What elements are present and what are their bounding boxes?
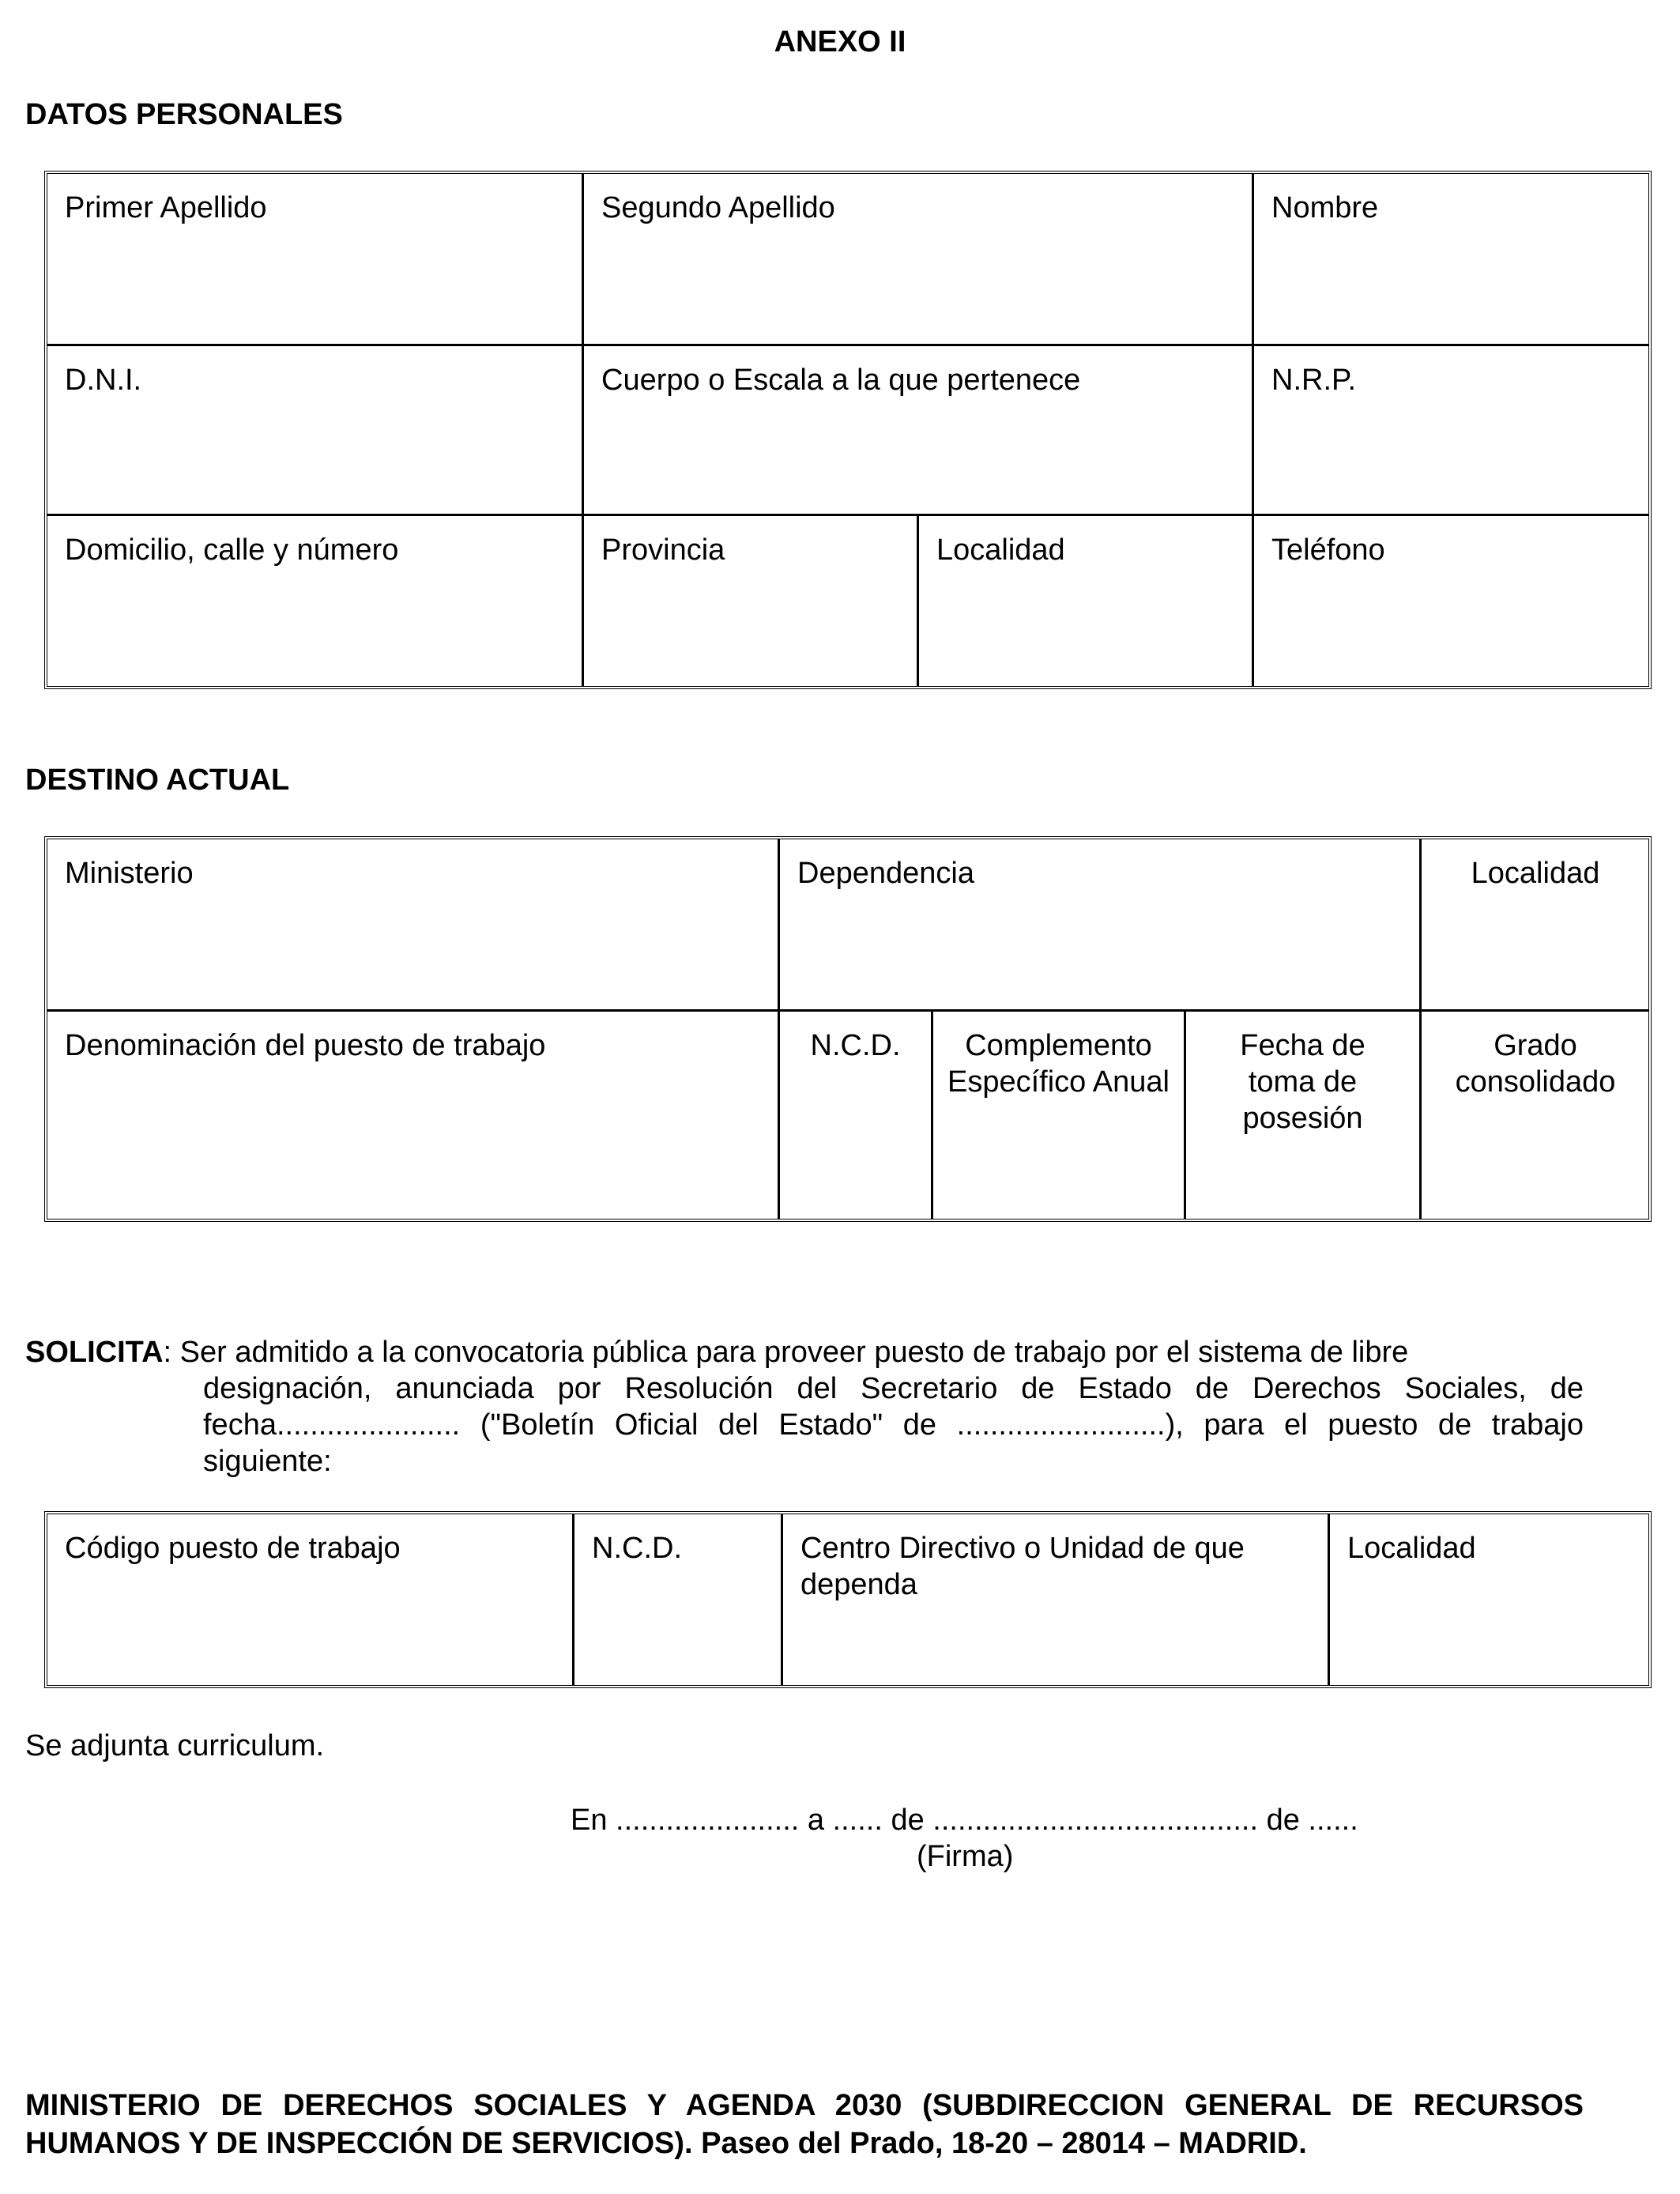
nombre-field[interactable]: Nombre	[1271, 191, 1379, 224]
adjunta-curriculum-text: Se adjunta curriculum.	[25, 1729, 325, 1762]
ncd-puesto-field[interactable]: N.C.D.	[592, 1532, 682, 1565]
provincia-field[interactable]: Provincia	[601, 533, 725, 567]
centro-directivo-field[interactable]: Centro Directivo o Unidad de que dependa	[800, 1532, 1245, 1601]
ministerio-field[interactable]: Ministerio	[65, 857, 194, 890]
grado-consolidado-field[interactable]: Grado consolidado	[1455, 1029, 1616, 1099]
codigo-puesto-field[interactable]: Código puesto de trabajo	[65, 1532, 401, 1565]
solicita-text-first: : Ser admitido a la convocatoria pública para proveer puesto de trabajo por el sistema de libre	[163, 1336, 1409, 1369]
complemento-especifico-field[interactable]: Complemento Específico Anual	[947, 1029, 1170, 1099]
nrp-field[interactable]: N.R.P.	[1271, 364, 1357, 397]
lugar-fecha-line: En ...................... a ...... de ....................................... de ......	[571, 1804, 1358, 1837]
segundo-apellido-field[interactable]: Segundo Apellido	[601, 191, 835, 224]
ncd-actual-field[interactable]: N.C.D.	[810, 1029, 901, 1062]
destino-actual-heading: DESTINO ACTUAL	[25, 763, 290, 797]
localidad-actual-field[interactable]: Localidad	[1471, 857, 1600, 890]
destino-actual-table	[44, 836, 1652, 1222]
localidad-field[interactable]: Localidad	[936, 533, 1065, 567]
fecha-toma-posesion-field[interactable]: Fecha de toma de posesión	[1240, 1029, 1365, 1135]
dependencia-field[interactable]: Dependencia	[797, 857, 974, 890]
solicita-paragraph	[25, 1334, 1584, 1480]
firma-label: (Firma)	[917, 1840, 1014, 1873]
domicilio-field[interactable]: Domicilio, calle y número	[65, 533, 399, 567]
page-title: ANEXO II	[774, 25, 906, 58]
datos-personales-table	[44, 171, 1652, 689]
primer-apellido-field[interactable]: Primer Apellido	[65, 191, 267, 224]
solicita-label: SOLICITA	[25, 1336, 164, 1369]
datos-personales-heading: DATOS PERSONALES	[25, 98, 343, 131]
localidad-puesto-field[interactable]: Localidad	[1347, 1532, 1476, 1565]
cuerpo-escala-field[interactable]: Cuerpo o Escala a la que pertenece	[601, 364, 1081, 397]
solicita-text-rest: designación, anunciada por Resolución del Secretario de Estado de Derechos Sociales, de fecha...................... ("Boletín Oficial del Estado" de .........................), para el puesto de trabajo siguiente:	[203, 1372, 1584, 1478]
ministerio-footer: MINISTERIO DE DERECHOS SOCIALES Y AGENDA 2030 (SUBDIRECCION GENERAL DE RECURSOS HUMANOS Y DE INSPECCIÓN DE SERVICIOS). Paseo del Prado, 18-20 – 28014 – MADRID.	[25, 2089, 1584, 2160]
dni-field[interactable]: D.N.I.	[65, 364, 142, 397]
telefono-field[interactable]: Teléfono	[1271, 533, 1385, 567]
puesto-solicitado-table	[44, 1511, 1652, 1688]
denominacion-puesto-field[interactable]: Denominación del puesto de trabajo	[65, 1029, 546, 1062]
